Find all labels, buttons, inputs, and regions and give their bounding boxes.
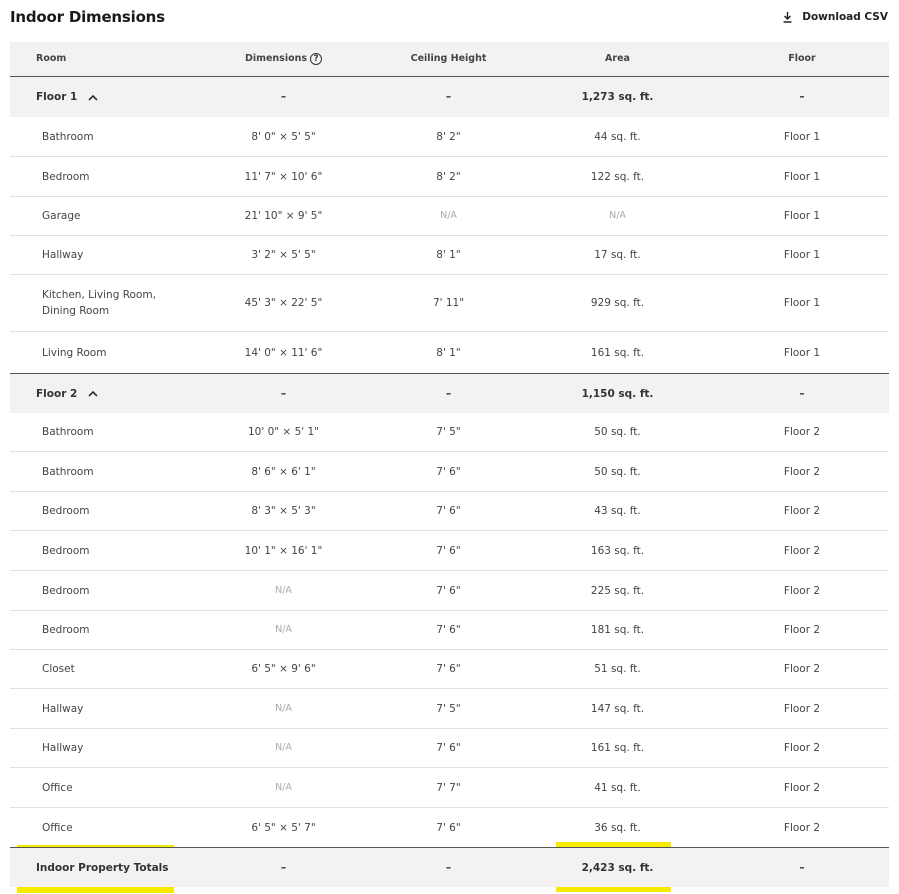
table-row [10,332,889,373]
cell-area: 50 sq. ft. [594,465,641,478]
cell-room: Bathroom [42,426,94,438]
cell-floor: Floor 1 [783,210,821,222]
floor-toggle[interactable] [10,386,190,402]
cell-area: N/A [609,210,626,221]
floor-group-row[interactable] [10,373,889,413]
chevron-up-icon[interactable] [88,94,98,101]
table-row [10,157,889,197]
cell-floor: Floor 2 [783,663,821,675]
cell-floor: Floor 1 [783,130,821,143]
cell-dimensions: 6' 5" × 9' 6" [251,663,316,675]
cell-floor: Floor 2 [783,821,821,834]
cell-area: 161 sq. ft. [590,346,645,359]
cell-ceiling: 7' 5" [436,702,461,715]
cell-area: 36 sq. ft. [594,821,641,834]
cell-dimensions: 10' 1" × 16' 1" [244,544,323,557]
cell-ceiling: 7' 6" [436,624,461,636]
cell-ceiling: 7' 5" [436,426,461,438]
download-icon [782,11,793,23]
cell-room: Closet [42,663,75,675]
floor-area: 1,273 sq. ft. [581,91,654,103]
header-room: Room [36,53,67,64]
cell-ceiling: 7' 6" [436,663,461,675]
cell-dimensions: 11' 7" × 10' 6" [244,170,323,183]
cell-ceiling: 8' 2" [436,130,461,143]
cell-room: Office [42,821,73,834]
cell-room: Hallway [42,702,84,715]
floor-ceiling: – [445,387,452,400]
totals-label: Indoor Property Totals [36,861,169,874]
cell-room: Bathroom [42,130,94,143]
table-row [10,531,889,571]
table-row [10,117,889,157]
floor-toggle[interactable] [10,89,190,105]
table-header [10,42,889,77]
cell-floor: Floor 2 [783,426,821,438]
table-body [10,77,889,847]
floor-dimensions: – [280,387,287,400]
header-dimensions: Dimensions [244,53,308,64]
cell-area: 17 sq. ft. [594,249,641,261]
table-row [10,768,889,808]
table-row [10,236,889,275]
table-row [10,197,889,236]
header-dimensions-cell [190,51,377,67]
table-row [10,689,889,729]
cell-dimensions: 6' 5" × 5' 7" [251,821,316,834]
cell-ceiling: 7' 7" [436,781,461,794]
table-row [10,452,889,492]
cell-area: 929 sq. ft. [590,297,645,309]
floor-dimensions: – [280,91,287,103]
cell-dimensions: N/A [275,702,292,714]
cell-dimensions: 8' 6" × 6' 1" [251,465,316,478]
cell-dimensions: 8' 0" × 5' 5" [251,130,316,143]
cell-floor: Floor 1 [783,346,821,359]
cell-dimensions: N/A [275,742,292,753]
cell-dimensions: N/A [275,584,292,596]
question-circle-icon[interactable]: ? [310,53,322,65]
indoor-dimensions-table [10,42,889,887]
cell-dimensions: 45' 3" × 22' 5" [244,297,323,309]
cell-ceiling: 7' 6" [436,544,461,557]
cell-area: 225 sq. ft. [590,584,645,597]
header-area: Area [605,53,630,64]
cell-area: 51 sq. ft. [594,663,641,675]
totals-row [10,847,889,887]
totals-ceiling: – [445,861,452,874]
cell-floor: Floor 2 [783,505,821,517]
cell-area: 50 sq. ft. [594,426,641,438]
cell-area: 41 sq. ft. [594,781,641,794]
cell-floor: Floor 2 [783,544,821,557]
cell-ceiling: 7' 6" [436,742,461,754]
cell-dimensions: 8' 3" × 5' 3" [251,505,316,517]
table-row [10,571,889,611]
totals-floor: – [799,861,805,874]
cell-room: Hallway [42,249,84,261]
table-row [10,650,889,689]
cell-floor: Floor 2 [783,465,821,478]
floor-floor: – [799,387,805,400]
cell-floor: Floor 2 [783,624,821,636]
cell-ceiling: 8' 1" [436,249,461,261]
cell-area: 161 sq. ft. [590,742,645,754]
cell-area: 147 sq. ft. [590,702,645,715]
cell-ceiling: 7' 6" [436,465,461,478]
cell-dimensions: N/A [275,624,292,635]
cell-dimensions: 3' 2" × 5' 5" [251,249,316,261]
cell-room: Bathroom [42,465,94,478]
cell-room: Hallway [42,742,84,754]
cell-floor: Floor 1 [783,249,821,261]
cell-dimensions: 10' 0" × 5' 1" [248,426,319,438]
totals-dimensions: – [280,861,287,874]
chevron-up-icon[interactable] [88,390,98,397]
cell-ceiling: 7' 11" [432,297,465,309]
cell-dimensions: N/A [275,781,292,793]
cell-room: Bedroom [42,505,90,517]
cell-room: Bedroom [42,544,90,557]
table-row [10,492,889,531]
cell-room: Garage [42,210,81,222]
cell-area: 181 sq. ft. [590,624,645,636]
cell-ceiling: 7' 6" [436,584,461,597]
cell-area: 122 sq. ft. [590,170,645,183]
cell-room: Bedroom [42,584,90,597]
cell-floor: Floor 2 [783,584,821,597]
cell-dimensions: 14' 0" × 11' 6" [244,346,323,359]
cell-room: Office [42,781,73,794]
cell-ceiling: N/A [440,210,457,221]
download-csv-button[interactable] [782,11,888,23]
cell-dimensions: 21' 10" × 9' 5" [244,210,323,222]
header-ceiling-height: Ceiling Height [410,53,487,64]
totals-area: 2,423 sq. ft. [581,861,654,874]
floor-name: Floor 2 [36,387,78,400]
cell-room: Bedroom [42,624,90,636]
table-row [10,413,889,452]
cell-ceiling: 8' 2" [436,170,461,183]
table-row [10,611,889,650]
cell-room: Living Room [42,346,107,359]
floor-name: Floor 1 [36,91,78,103]
floor-group-row[interactable] [10,77,889,117]
cell-ceiling: 7' 6" [436,821,461,834]
cell-area: 44 sq. ft. [594,130,641,143]
table-row [10,275,889,332]
cell-room: Kitchen, Living Room, Dining Room [42,289,156,317]
floor-floor: – [799,91,805,103]
cell-ceiling: 7' 6" [436,505,461,517]
cell-floor: Floor 2 [783,702,821,715]
cell-floor: Floor 2 [783,781,821,794]
cell-floor: Floor 2 [783,742,821,754]
cell-area: 163 sq. ft. [590,544,645,557]
floor-area: 1,150 sq. ft. [581,387,654,400]
download-csv-label: Download CSV [802,11,888,23]
floor-ceiling: – [445,91,452,103]
cell-ceiling: 8' 1" [436,346,461,359]
cell-floor: Floor 1 [783,170,821,183]
cell-room: Bedroom [42,170,90,183]
cell-floor: Floor 1 [783,297,821,309]
table-row [10,729,889,768]
cell-area: 43 sq. ft. [594,505,641,517]
page-title: Indoor Dimensions [10,8,165,26]
table-row [10,808,889,847]
header-floor: Floor [788,53,816,64]
